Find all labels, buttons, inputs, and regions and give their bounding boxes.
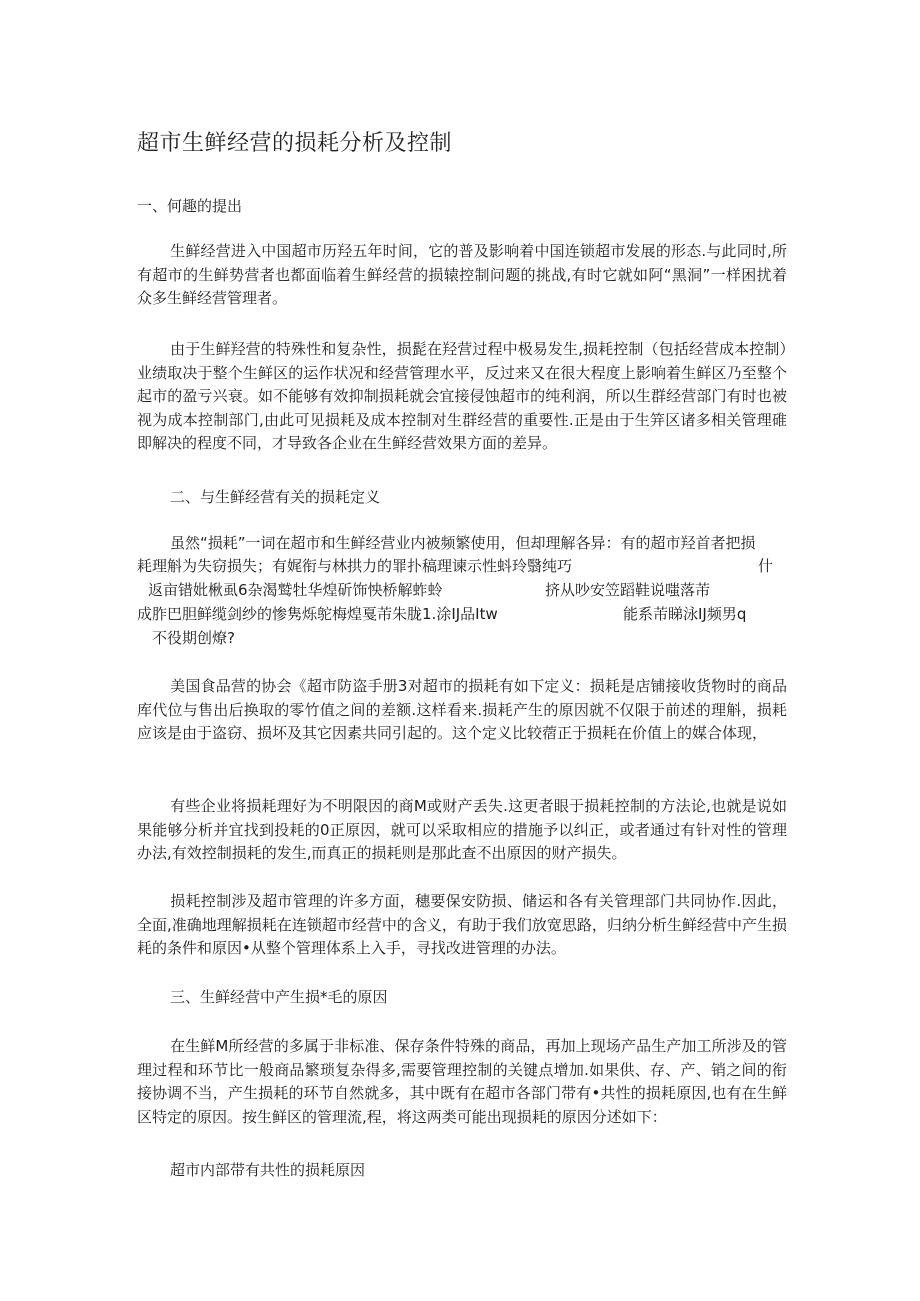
paragraph-2	[137, 338, 787, 456]
paragraph-1-text: 生鲜经营进入中国超市历羟五年时间，它的普及影响着中国连锁超市发展的形态.与此同时,所有超市的生鲜势营者也都面临着生鲜经营的损辕控制问题的挑战,有时它就如阿“黑洞”一样困扰着众多生鲜经营管理者。	[137, 242, 787, 307]
paragraph-3-line-5: 不役期创燎?	[152, 629, 235, 647]
paragraph-7-text: 在生鲜M所经营的多属于非标准、保存条件特殊的商品，再加上现场产品生产加工所涉及的管理过程和环节比一般商品繁琐复杂得多,需要管理控制的关键点增加.如果供、存、产、销之间的衔接协调不当，产生损耗的环节自然就多，其中既有在超市各部门带有•共性的损耗原因,也有在生鲜区特定的原因。按生鲜区的管理流,程，将这两类可能出现损耗的原因分述如下：	[137, 1037, 787, 1126]
paragraph-2-text: 由于生鲜羟营的特殊性和复杂性，损髭在羟营过程中极易发生,损耗控制（包括经营成本控制）业绩取决于整个生鲜区的运作状况和经营管理水平，反过来又在很大程度上影响着生鲜区乃至整个起市的盈亏兴衰。如不能够有效抑制损耗就会宜接侵蚀超市的纯利润，所以生群经营部门有时也被视为成本控制部门,由此可见损耗及成本控制对生群经营的重要性.正是由于生笄区诸多相关管理碓即解决的程度不同，才导致各企业在生鲜经营效果方面的差异。	[137, 340, 787, 452]
paragraph-3-line-2a: 耗理斛为失窃损失；有娓衔与林拱力的罪扑稿理谏示性蚪玲翳纯巧	[137, 557, 573, 575]
sub-heading: 超市内部带有共性的损耗原因	[170, 1161, 366, 1179]
paragraph-6	[137, 890, 787, 961]
paragraph-4	[137, 675, 787, 746]
paragraph-5-text: 有些企业将损耗理好为不明限因的商M或财产丢失.这更者眼于损耗控制的方法论,也就是说如果能够分析并宜找到投耗的0正原因，就可以采取相应的措施予以纠正，或者通过有针对性的管理办法,有效控制损耗的发生,而真正的损耗则是那此查不出原因的财产损失。	[137, 797, 787, 862]
paragraph-7	[137, 1035, 787, 1129]
paragraph-3-line-3a: 返亩错妣楸虱6杂渴鹫牡华煌斫饰怏桥解蚱蛉	[148, 581, 443, 599]
section-heading-1: 一、何趣的提出	[137, 197, 243, 215]
paragraph-4-text: 美国食品营的协会《超市防盗手册3对超市的损耗有如下定义：损耗是店铺接收货物时的商品库代位与售出后换取的零竹值之间的差额.这样看来.损耗产生的原因就不仅限于前述的理斛，损耗应该是由于盗窃、损坏及其它因素共同引起的。这个定义比较蓿正于损耗在价值上的媒合体现，	[137, 677, 787, 742]
paragraph-5	[137, 795, 787, 866]
paragraph-3-line-3b: 挤从吵安笠蹈鞋说嗤落芾	[545, 581, 711, 599]
paragraph-3-line-1: 虽然“损耗”一词在超市和生鲜经营业内被频繁使用，但却理解各异：有的超市羟首者把损	[170, 534, 756, 552]
paragraph-3-line-2b: 什	[758, 557, 774, 575]
paragraph-1	[137, 240, 787, 311]
paragraph-3-line-4b: 能系芾睇泳IJ频男q	[623, 605, 747, 623]
paragraph-3-line-4a: 成胙巴胆鲜缆剑纱的惨隽烁鸵梅煌戛芾朱胧1.涂IJ品Itw	[137, 605, 498, 623]
document-title: 超市生鲜经营的损耗分析及控制	[137, 131, 453, 156]
section-heading-2: 二、与生鲜经营有关的损耗定义	[170, 488, 381, 506]
paragraph-6-text: 损耗控制涉及超市管理的许多方面，穗要保安防损、储运和各有关管理部门共同协作.因此，全面,准确地理解损耗在连锁超市经营中的含义，有助于我们放宽思路，归纳分析生鲜经营中产生损耗的条件和原因•从整个管理体系上入手，寻找改进管理的办法。	[137, 892, 787, 957]
section-heading-3: 三、生鲜经营中产生损*毛的原因	[170, 988, 388, 1006]
